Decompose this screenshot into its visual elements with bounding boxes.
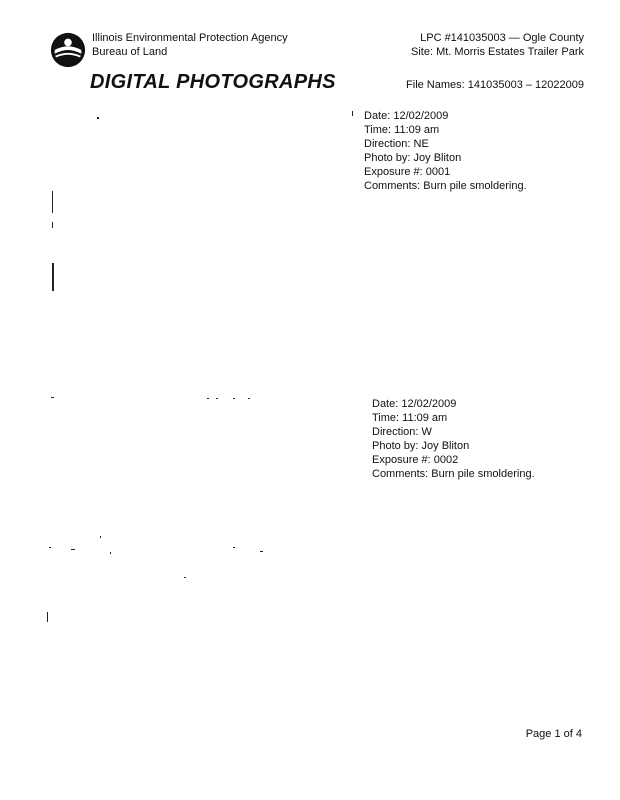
photo-date: Date: 12/02/2009 bbox=[372, 398, 457, 410]
scan-mark bbox=[52, 191, 53, 213]
bureau-name: Bureau of Land bbox=[92, 46, 168, 58]
scan-mark bbox=[233, 398, 235, 399]
photo-by: Photo by: Joy Bliton bbox=[372, 440, 470, 452]
scan-mark bbox=[100, 536, 101, 538]
scan-mark bbox=[47, 612, 48, 622]
scan-mark bbox=[207, 398, 209, 399]
lpc-number: LPC #141035003 — Ogle County bbox=[420, 32, 584, 44]
scan-mark bbox=[52, 263, 54, 291]
scan-mark bbox=[97, 117, 99, 119]
scan-mark bbox=[260, 551, 263, 552]
photo-2-details bbox=[372, 397, 535, 481]
photo-by: Photo by: Joy Bliton bbox=[364, 152, 462, 164]
photo-time: Time: 11:09 am bbox=[364, 124, 440, 136]
photo-date: Date: 12/02/2009 bbox=[364, 110, 449, 122]
photo-comments: Comments: Burn pile smoldering. bbox=[372, 468, 535, 480]
illinois-epa-logo-icon bbox=[49, 31, 87, 69]
photo-direction: Direction: W bbox=[372, 426, 432, 438]
photo-exposure: Exposure #: 0002 bbox=[372, 454, 459, 466]
photo-1-details bbox=[364, 109, 527, 193]
photo-exposure: Exposure #: 0001 bbox=[364, 166, 451, 178]
site-ids-block bbox=[411, 31, 584, 59]
scan-mark bbox=[233, 547, 235, 548]
agency-name: Illinois Environmental Protection Agency bbox=[92, 32, 288, 44]
photo-direction: Direction: NE bbox=[364, 138, 429, 150]
page-title: DIGITAL PHOTOGRAPHS bbox=[90, 71, 336, 93]
scan-mark bbox=[352, 111, 353, 116]
scan-mark bbox=[71, 549, 75, 550]
scan-mark bbox=[110, 552, 111, 554]
scan-mark bbox=[216, 398, 218, 399]
scan-mark bbox=[52, 222, 53, 228]
scan-mark bbox=[49, 547, 51, 548]
scan-mark bbox=[184, 577, 186, 578]
photo-time: Time: 11:09 am bbox=[372, 412, 448, 424]
agency-block bbox=[92, 31, 288, 59]
site-name: Site: Mt. Morris Estates Trailer Park bbox=[411, 46, 584, 58]
photo-comments: Comments: Burn pile smoldering. bbox=[364, 180, 527, 192]
scan-mark bbox=[248, 398, 250, 399]
scan-mark bbox=[51, 397, 54, 398]
page-number: Page 1 of 4 bbox=[525, 728, 582, 740]
file-names: File Names: 141035003 – 12022009 bbox=[406, 79, 584, 91]
